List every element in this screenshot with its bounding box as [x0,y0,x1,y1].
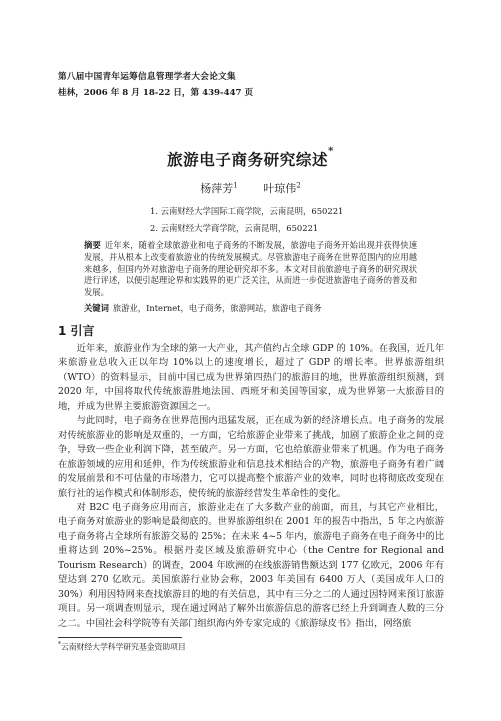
footnote-mark: * [58,641,61,648]
paragraph: 近年来，旅游业作为全球的第一大产业，其产值约占全球 GDP 的 10%。在我国，近几年来旅游业总收入正以年均 10%以上的速度增长，超过了 GDP 的增长率。世界旅游组织（WTO）的资料显示，目前中国已成为世界第四热门的旅游目的地，世界旅游组织预测，到 2020 年，中国将取代传统旅游胜地法国、西班牙和美国等国家，成为世界第一大旅游目的地，并成为世界主要旅游资源国之一。 [58,343,444,412]
footnote [58,641,186,653]
section-title: 引言 [70,324,95,338]
affiliation-1: 1. 云南财经大学国际工商学院，云南昆明，650221 [150,206,344,216]
paragraph: 对 B2C 电子商务应用而言，旅游业走在了大多数产业的前面，而且，与其它产业相比，电子商务对旅游业的影响是最彻底的。世界旅游组织在 2001 年的报告中指出，5 年之内旅游电子商务将占全球所有旅游交易的 25%；在未来 4~5 年内，旅游电子商务在电子商务中的比重将达到 20%~25%。根据丹麦区域及旅游研究中心（the Centre for Regional and Tourism Research）的调查，2004 年欧洲的在线旅游销售额达到 177 亿欧元，2006 年有望达到 270 亿欧元。美国旅游行业协会称，2003 年美国有 6400 万人（美国成年人口的 30%）利用因特网来查找旅游目的地的有关信息，其中有三分之二的人通过因特网来预订旅游项目。另一项调查则显示，现在通过网站了解外出旅游信息的游客已经上升到调查人数的三分之二。中国社会科学院等有关部门组织海内外专家完成的《旅游绿皮书》指出，网络旅 [58,501,444,629]
author-name: 杨萍芳 [200,182,234,195]
author-name: 叶琼伟 [263,182,297,195]
keywords-text: 旅游业，Internet，电子商务，旅游网站，旅游电子商务 [112,303,322,313]
keywords [84,302,424,314]
abstract-text: 近年来，随着全球旅游业和电子商务的不断发展，旅游电子商务开始出现并获得快速发展，并从根本上改变着旅游业的传统发展模式。尽管旅游电子商务在世界范围内的应用越来越多，但国内外对旅游电子商务的理论研究却不多。本文对目前旅游电子商务的研究现状进行评述，以便引起理论界和实践界的更广泛关注，从而进一步促进旅游电子商务的普及和发展。 [84,240,417,298]
footnote-divider [58,637,182,638]
abstract-label: 摘要 [84,240,101,250]
author-2 [263,182,300,195]
author-1 [200,182,237,195]
abstract [84,240,417,299]
paragraph: 与此同时，电子商务在世界范围内迅猛发展，正在成为新的经济增长点。电子商务的发展对传统旅游业的影响是双重的，一方面，它给旅游企业带来了挑战，加剧了旅游企业之间的竞争，导致一些企业利润下降，甚至破产。另一方面，它也给旅游业带来了机遇。作为电子商务在旅游领域的应用和延伸，作为传统旅游业和信息技术相结合的产物，旅游电子商务有着广阔的发展前景和不可估量的市场潜力，它可以提高整个旅游产业的效率，同时也将彻底改变现在旅行社的运作模式和体制形态，使传统的旅游经营发生革命性的变化。 [58,415,444,499]
keywords-label: 关键词 [84,303,109,313]
author-list [0,180,501,196]
author-affiliation-mark: 1 [233,181,238,190]
section-number: 1 [58,324,67,338]
affiliation-2: 2. 云南财经大学商学院，云南昆明，650221 [150,223,319,233]
proceedings-date-pages: 桂林，2006 年 8 月 18-22 日，第 439-447 页 [58,88,254,98]
author-affiliation-mark: 2 [296,181,301,190]
footnote-text: 云南财经大学科学研究基金资助项目 [61,642,186,652]
proceedings-header: 第八届中国青年运筹信息管理学者大会论文集 [58,72,236,82]
paper-title-text: 旅游电子商务研究综述 [167,150,329,169]
body-text [58,342,444,631]
title-footnote-mark: * [328,146,334,157]
section-heading [58,322,95,339]
paper-title [0,148,501,170]
